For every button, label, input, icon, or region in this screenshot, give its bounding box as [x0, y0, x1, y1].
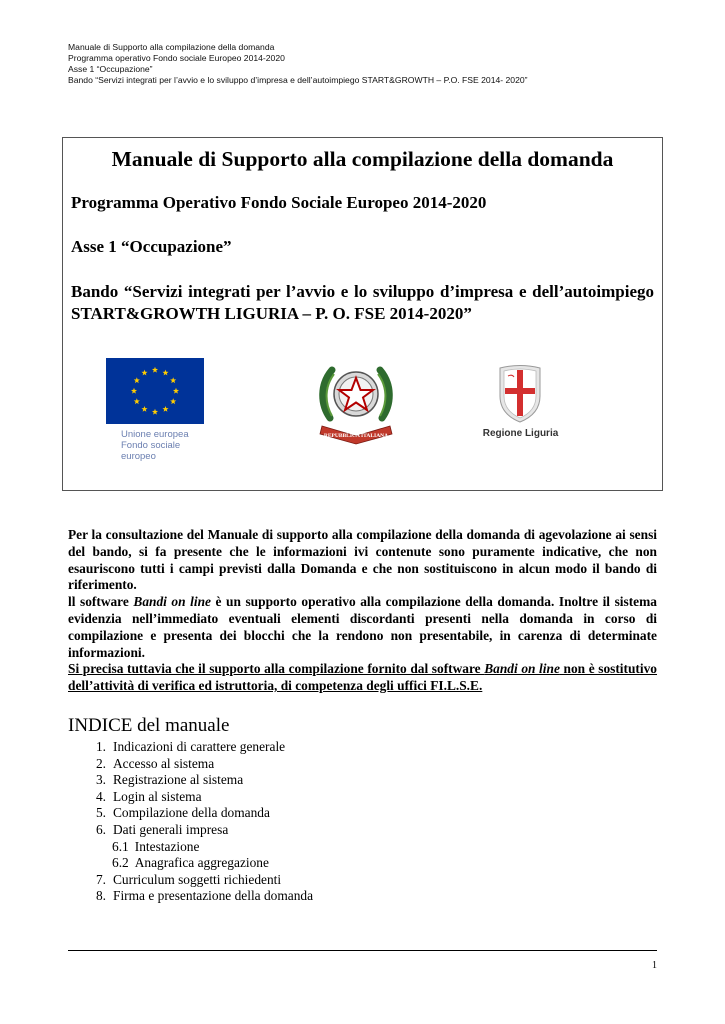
emblem-icon — [316, 356, 396, 446]
toc-number: 6.2 — [112, 855, 129, 871]
eu-caption-line: Fondo sociale europeo — [121, 440, 181, 462]
toc-label: Accesso al sistema — [113, 755, 215, 771]
eu-flag-icon — [106, 358, 204, 424]
title-box — [62, 137, 663, 491]
call-heading: Bando “Servizi integrati per l’avvio e lo sviluppo d’impresa e dell’autoimpiego START&GROWTH LIGURIA – P. O. FSE 2014-2020” — [71, 282, 654, 323]
toc-title: INDICE del manuale — [68, 715, 230, 736]
text-run: ll software — [68, 594, 134, 610]
running-header-line: Bando “Servizi integrati per l’avvio e lo sviluppo d’impresa e dell’autoimpiego START&GROWTH – P.O. FSE 2014- 2020” — [68, 75, 528, 85]
toc-subitem[interactable] — [68, 839, 568, 856]
toc-item[interactable] — [68, 822, 568, 839]
eu-caption-line: Unione europea — [121, 429, 189, 440]
eu-caption — [106, 429, 204, 462]
software-name: Bandi on line — [484, 661, 560, 677]
axis-heading: Asse 1 “Occupazione” — [71, 237, 232, 256]
toc-number: 6. — [95, 821, 106, 837]
toc-label: Intestazione — [134, 838, 200, 854]
running-header-line: Manuale di Supporto alla compilazione della domanda — [68, 42, 275, 52]
toc-item[interactable] — [68, 739, 568, 756]
running-header-line: Asse 1 “Occupazione” — [68, 64, 153, 74]
toc-number: 8. — [95, 888, 106, 904]
toc-list — [68, 739, 568, 905]
toc-number: 3. — [95, 772, 106, 788]
italian-republic-emblem — [316, 356, 396, 446]
text-run: è un supporto operativo alla compilazione della domanda. Inoltre il sistema evidenzia nell’immediato eventuali elementi discordanti presenti nella domanda in corso di compilazione e presenta dei blocchi che la rendono non presentabile, in carenza di determinate informazioni. — [68, 594, 657, 660]
toc-subitem[interactable] — [68, 855, 568, 872]
toc-number: 5. — [95, 805, 106, 821]
regione-liguria-logo — [468, 364, 573, 440]
toc-number: 4. — [95, 788, 106, 804]
toc-label: Indicazioni di carattere generale — [113, 739, 286, 754]
toc-number: 1. — [95, 739, 106, 754]
running-header — [68, 42, 668, 86]
disclaimer — [68, 527, 657, 695]
toc-item[interactable] — [68, 888, 568, 905]
disclaimer-paragraph: Per la consultazione del Manuale di supporto alla compilazione della domanda di agevolazione ai sensi del bando, si fa presente che le informazioni ivi contenute sono puramente indicative, che non esauriscono tutti i campi previsti dalla Domanda e che non sostituiscono in alcun modo il bando di riferimento. — [68, 527, 657, 593]
toc-label: Registrazione al sistema — [113, 772, 244, 788]
programme-heading: Programma Operativo Fondo Sociale Europeo 2014-2020 — [71, 193, 487, 212]
running-header-line: Programma operativo Fondo sociale Europeo 2014-2020 — [68, 53, 285, 63]
emblem-ribbon-text: REPUBBLICA ITALIANA — [323, 433, 389, 439]
toc-item[interactable] — [68, 872, 568, 889]
text-run: non è sostitutivo dell’attività di verifica ed istruttoria, di competenza degli uffici FI.L.S.E. — [68, 661, 658, 694]
toc-item[interactable] — [68, 756, 568, 773]
toc-label: Compilazione della domanda — [113, 805, 270, 821]
toc-item[interactable] — [68, 772, 568, 789]
footer-divider — [68, 950, 657, 951]
page-number: 1 — [652, 960, 657, 971]
disclaimer-paragraph — [68, 594, 657, 661]
document-title: Manuale di Supporto alla compilazione della domanda — [111, 147, 614, 171]
toc-label: Anagrafica aggregazione — [134, 855, 269, 871]
toc-item[interactable] — [68, 805, 568, 822]
text-run: Si precisa tuttavia che il supporto alla compilazione fornito dal software — [68, 661, 485, 677]
toc-number: 2. — [95, 755, 106, 771]
toc-item[interactable] — [68, 789, 568, 806]
toc-number: 7. — [95, 871, 106, 887]
software-name: Bandi on line — [133, 594, 211, 610]
region-name: Regione Liguria — [482, 428, 559, 439]
eu-logo — [106, 358, 204, 462]
disclaimer-notice — [68, 661, 657, 695]
liguria-shield-icon — [468, 364, 573, 426]
toc-label: Curriculum soggetti richiedenti — [113, 871, 282, 887]
toc-label: Dati generali impresa — [113, 821, 229, 837]
toc-label: Firma e presentazione della domanda — [113, 888, 314, 904]
toc-number: 6.1 — [112, 838, 129, 854]
toc-label: Login al sistema — [113, 788, 202, 804]
